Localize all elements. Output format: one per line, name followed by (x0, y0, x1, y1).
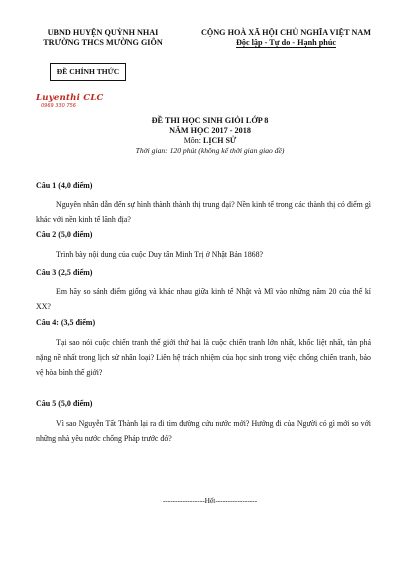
exam-time: Thời gian: 120 phút (không kể thời gian giao đề) (135, 146, 285, 155)
end-marker: -----------------Hết----------------- (162, 496, 258, 505)
school-year: NĂM HỌC 2017 - 2018 (169, 126, 251, 135)
luyenthi-stamp (36, 94, 102, 109)
header-left (38, 28, 168, 48)
stamp-phone: 0969 330 756 (41, 103, 76, 109)
question-1-heading: Câu 1 (4,0 điểm) (36, 181, 93, 190)
exam-title: ĐỀ THI HỌC SINH GIỎI LỚP 8 (151, 116, 269, 125)
school-name: TRƯỜNG THCS MƯỜNG GIÔN (43, 38, 163, 47)
header-right (186, 28, 386, 48)
question-2-heading: Câu 2 (5,0 điểm) (36, 230, 93, 239)
question-1-text: Nguyên nhân dẫn đến sự hình thành thành thị trung đại? Nền kinh tế trong các thành thị có điểm gì khác với nền kinh tế lãnh địa? (36, 200, 371, 224)
exam-title-block (120, 116, 300, 156)
question-5-heading: Câu 5 (5,0 điểm) (36, 399, 93, 408)
country-title: CỘNG HOÀ XÃ HỘI CHỦ NGHĨA VIỆT NAM (200, 28, 372, 37)
stamp-name: Luyenthi CLC (36, 93, 104, 103)
national-motto: Độc lập - Tự do - Hạnh phúc (235, 38, 337, 47)
subject-label: Môn: (183, 136, 204, 145)
subject-name: LỊCH SỬ (203, 136, 237, 145)
question-3-text: Em hãy so sánh điểm giống và khác nhau giữa kinh tế Nhật và Mĩ vào những năm 20 của thế kỉ XX? (36, 287, 371, 311)
district-name: UBND HUYỆN QUỲNH NHAI (47, 28, 159, 37)
official-label: ĐỀ CHÍNH THỨC (50, 63, 126, 81)
subject-line (120, 136, 300, 146)
question-5-text: Vì sao Nguyễn Tất Thành lại ra đi tìm đường cứu nước mới? Hướng đi của Người có gì mới so với những nhà yêu nước chống Pháp trước đó? (36, 419, 371, 443)
question-2-text: Trình bày nội dung của cuộc Duy tân Minh Trị ở Nhật Bản 1868? (56, 250, 264, 259)
question-4-text: Tại sao nói cuộc chiến tranh thế giới thứ hai là cuộc chiến tranh lớn nhất, khốc liệt nhất, tàn phá nặng nề nhất trong lịch sử nhân loại? Liên hệ trách nhiệm của học sinh trong việc chống chiến tranh, bảo vệ hòa bình thế giới? (36, 338, 371, 377)
question-3-heading: Câu 3 (2,5 điểm) (36, 268, 93, 277)
question-4-heading: Câu 4: (3,5 điểm) (36, 318, 96, 327)
